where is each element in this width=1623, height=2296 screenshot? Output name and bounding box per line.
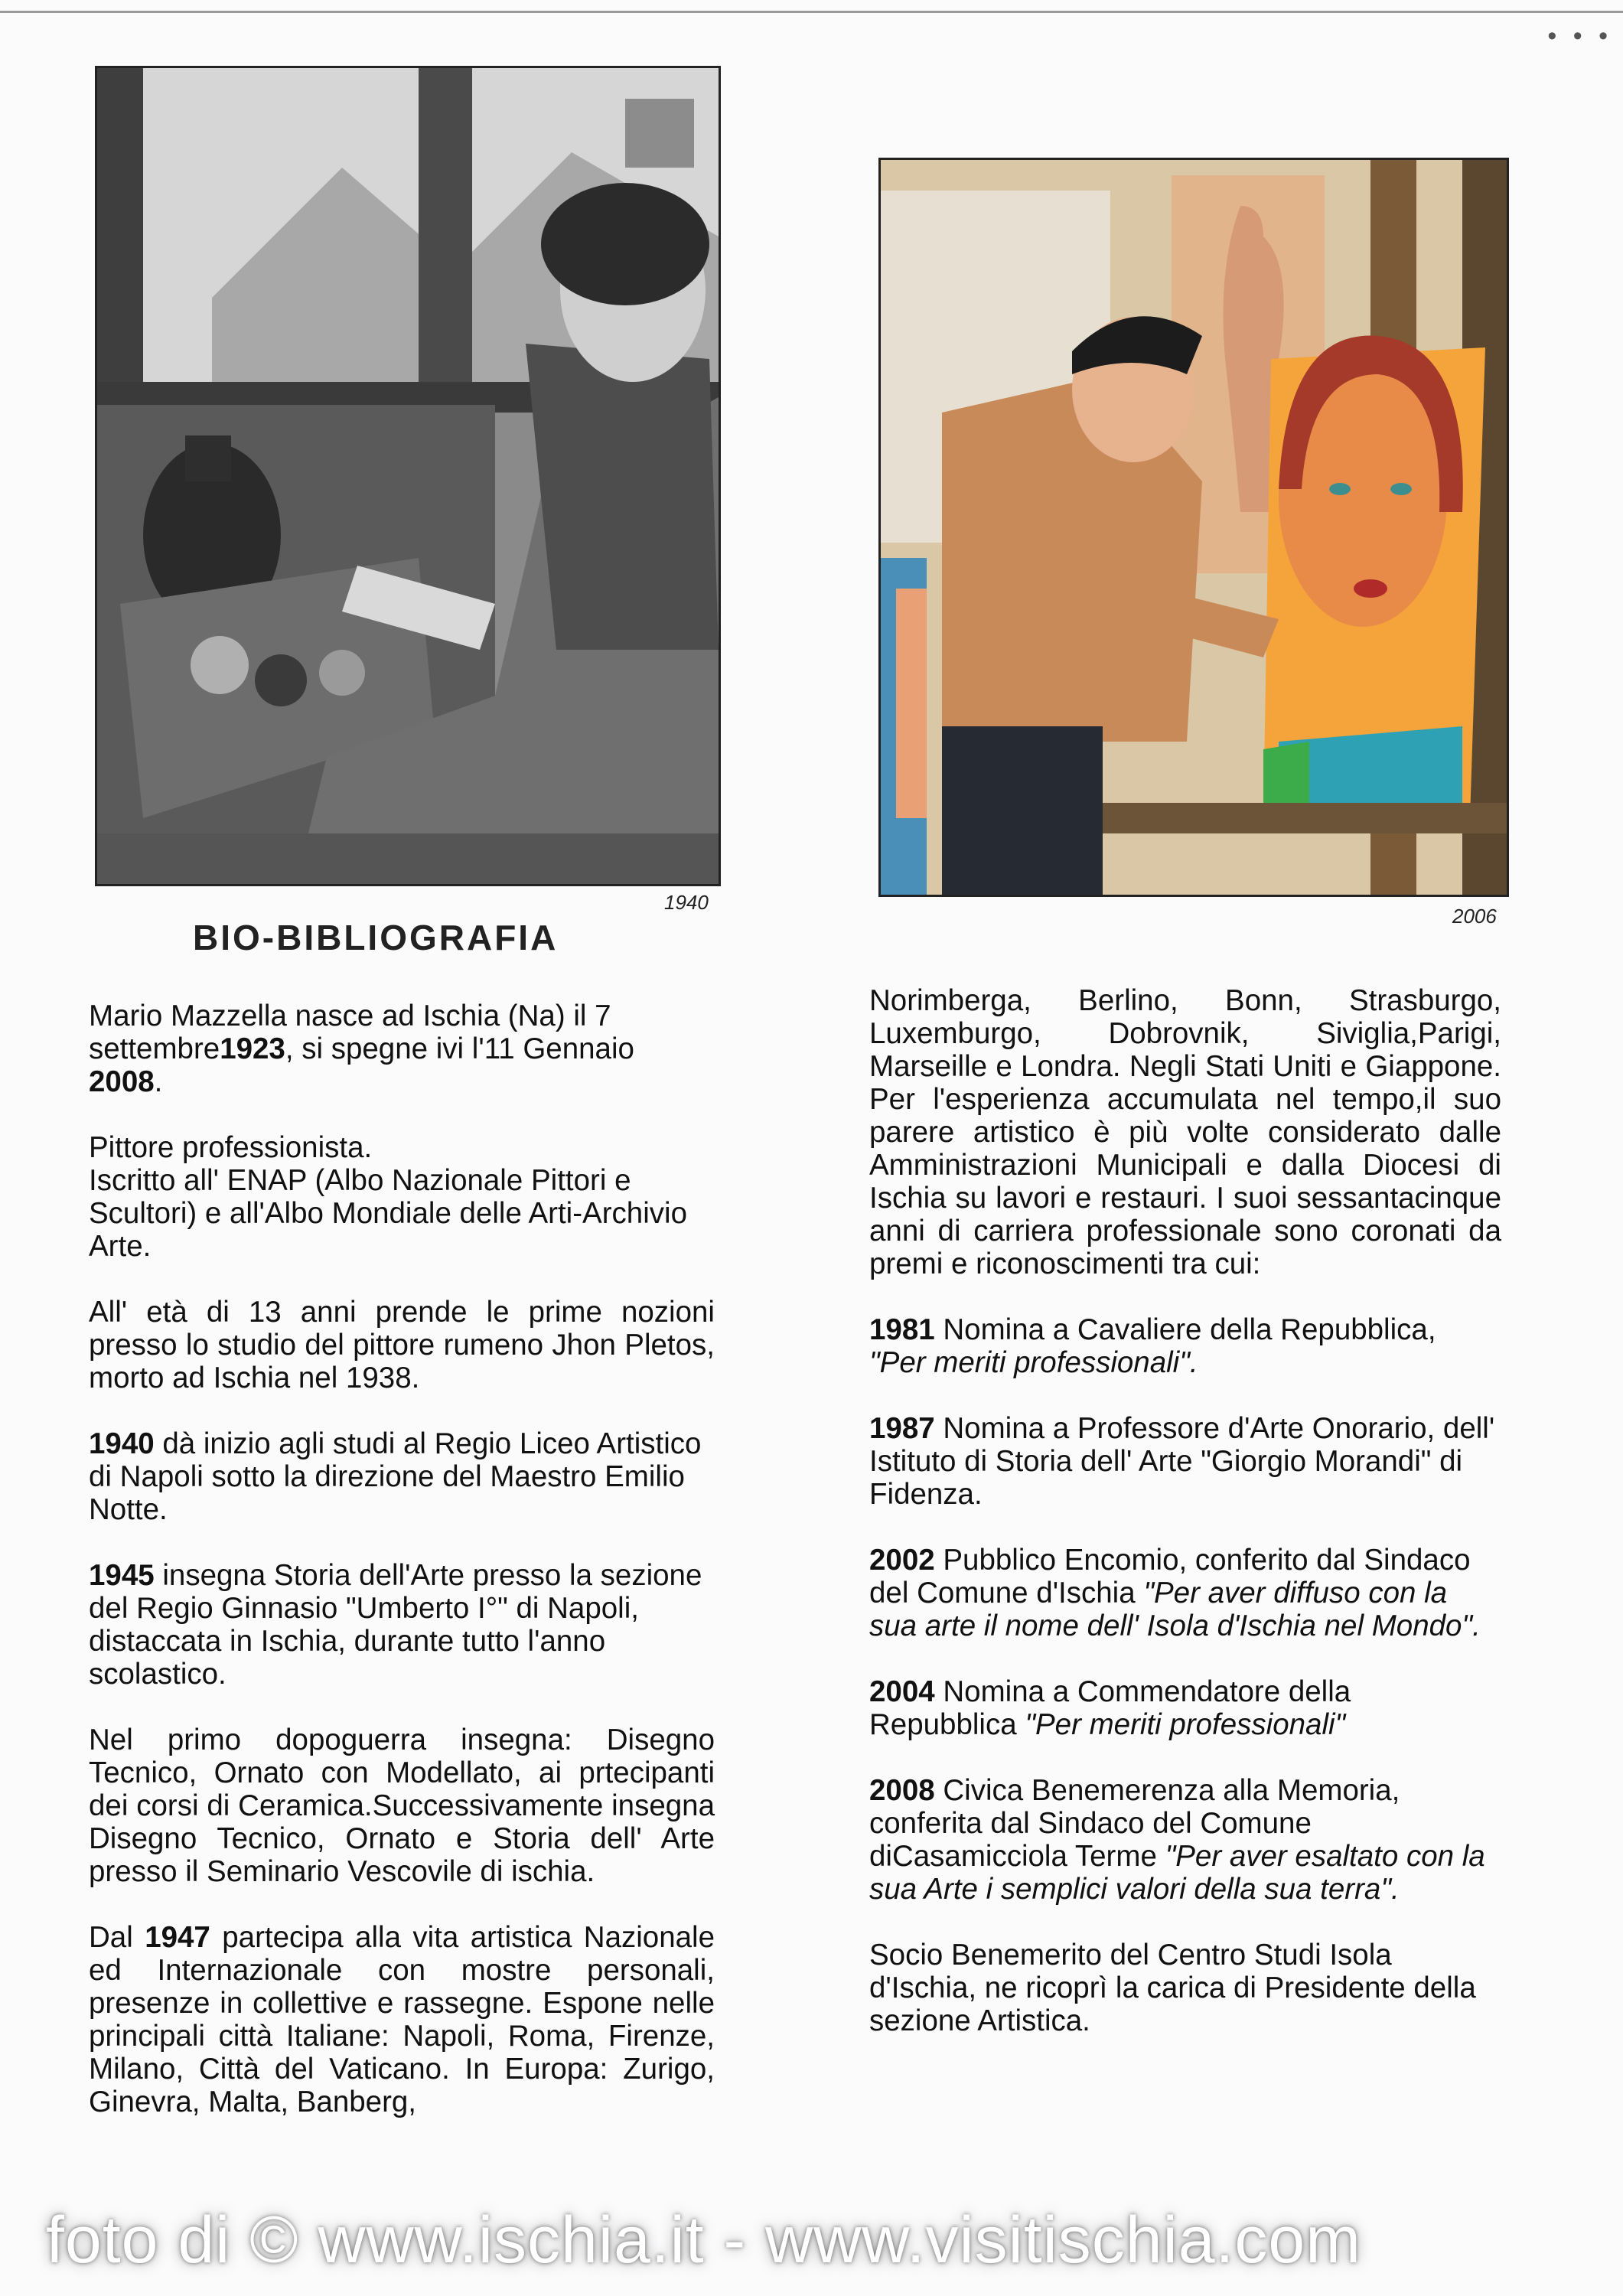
photo-1940-illustration bbox=[97, 68, 719, 884]
birth-text: Mario Mazzella nasce ad Ischia (Na) il 7 settembre bbox=[89, 1000, 611, 1065]
event-1947 bbox=[89, 1921, 715, 2118]
registration-line: Iscritto all' ENAP (Albo Nazionale Pittori e Scultori) e all'Albo Mondiale delle Arti-Archivio Arte. bbox=[89, 1164, 687, 1263]
photo-2006-illustration bbox=[881, 160, 1507, 895]
period: . bbox=[154, 1065, 163, 1098]
death-text: , si spegne ivi l'11 Gennaio bbox=[285, 1032, 634, 1065]
award-2002-motivation: "Per aver diffuso con la sua arte il nome dell' Isola d'Ischia nel Mondo". bbox=[869, 1577, 1481, 1642]
award-1981-motivation: "Per meriti professionali". bbox=[869, 1346, 1198, 1379]
left-column bbox=[89, 1000, 715, 2151]
birth-paragraph bbox=[89, 1000, 715, 1098]
event-1940 bbox=[89, 1427, 715, 1526]
watermark-credit: foto di © www.ischia.it - www.visitischia.com bbox=[46, 2203, 1361, 2277]
postwar-teaching-paragraph: Nel primo dopoguerra insegna: Disegno Tecnico, Ornato con Modellato, ai prtecipanti dei corsi di Ceramica.Successivamente insegna Disegno Tecnico, Ornato e Storia dell' Arte presso il Seminario Vescovile di ischia. bbox=[89, 1724, 715, 1888]
photo-1940-caption: 1940 bbox=[664, 891, 709, 914]
year-2002: 2002 bbox=[869, 1544, 935, 1577]
award-2008-text: Civica Benemerenza alla Memoria, conferita dal Sindaco del Comune diCasamicciola Terme bbox=[869, 1774, 1400, 1873]
year-2004: 2004 bbox=[869, 1675, 935, 1708]
event-1945-text: insegna Storia dell'Arte presso la sezione del Regio Ginnasio "Umberto I°" di Napoli, distaccata in Ischia, durante tutto l'anno scolastico. bbox=[89, 1559, 702, 1691]
year-1987: 1987 bbox=[869, 1412, 935, 1445]
photo-painter-1940 bbox=[95, 66, 721, 886]
section-heading: BIO-BIBLIOGRAFIA bbox=[193, 918, 559, 957]
exhibitions-continued-paragraph: Norimberga, Berlino, Bonn, Strasburgo, Luxemburgo, Dobrovnik, Siviglia,Parigi, Marseille e Londra. Negli Stati Uniti e Giappone. Per l'esperienza accumulata nel tempo,il suo parere artistico è più volte considerato dalle Amministrazioni Municipali e dalla Diocesi di Ischia su lavori e restauri. I suoi sessantacinque anni di carriera professionale sono coronati da premi e riconoscimenti tra cui: bbox=[869, 984, 1501, 1280]
profession-line: Pittore professionista. bbox=[89, 1131, 373, 1164]
event-1940-text: dà inizio agli studi al Regio Liceo Artistico di Napoli sotto la direzione del Maestro Emilio Notte. bbox=[89, 1427, 702, 1526]
award-2004 bbox=[869, 1675, 1501, 1741]
membership-paragraph: Socio Benemerito del Centro Studi Isola d'Ischia, ne ricoprì la carica di Presidente della sezione Artistica. bbox=[869, 1939, 1476, 2037]
award-1981 bbox=[869, 1313, 1501, 1379]
top-rule bbox=[0, 11, 1623, 13]
award-1987-text: Nomina a Professore d'Arte Onorario, dell' Istituto di Storia dell' Arte "Giorgio Morandi" di Fidenza. bbox=[869, 1412, 1495, 1511]
profession-paragraph bbox=[89, 1131, 715, 1263]
photo-painter-2006 bbox=[878, 158, 1509, 897]
event-1947-text: partecipa alla vita artistica Nazionale ed Internazionale con mostre personali, presenze in collettive e rassegne. Espone nelle principali città Italiane: Napoli, Roma, Firenze, Milano, Città del Vaticano. In Europa: Zurigo, Ginevra, Malta, Banberg, bbox=[89, 1921, 715, 2118]
year-1981: 1981 bbox=[869, 1313, 935, 1346]
corner-dots: • • • bbox=[1547, 21, 1612, 51]
award-2004-text: Nomina a Commendatore della Repubblica bbox=[869, 1675, 1351, 1741]
photo-2006-caption: 2006 bbox=[1452, 905, 1497, 928]
award-1981-text: Nomina a Cavaliere della Repubblica, bbox=[934, 1313, 1436, 1346]
death-year: 2008 bbox=[89, 1065, 155, 1098]
award-2008 bbox=[869, 1774, 1501, 1906]
early-training-paragraph: All' età di 13 anni prende le prime nozioni presso lo studio del pittore rumeno Jhon Pletos, morto ad Ischia nel 1938. bbox=[89, 1296, 715, 1394]
year-2008: 2008 bbox=[869, 1774, 935, 1807]
event-1947-pre: Dal bbox=[89, 1921, 145, 1954]
award-2004-motivation: "Per meriti professionali" bbox=[1025, 1708, 1346, 1741]
award-2008-motivation: "Per aver esaltato con la sua Arte i semplici valori della sua terra". bbox=[869, 1840, 1485, 1906]
year-1945: 1945 bbox=[89, 1559, 155, 1592]
event-1945 bbox=[89, 1559, 715, 1691]
right-column bbox=[869, 984, 1501, 2070]
year-1940: 1940 bbox=[89, 1427, 155, 1460]
award-2002-text: Pubblico Encomio, conferito dal Sindaco del Comune d'Ischia bbox=[869, 1544, 1471, 1609]
award-2002 bbox=[869, 1544, 1501, 1642]
birth-year: 1923 bbox=[220, 1032, 285, 1065]
year-1947: 1947 bbox=[145, 1921, 210, 1954]
award-1987 bbox=[869, 1412, 1501, 1511]
